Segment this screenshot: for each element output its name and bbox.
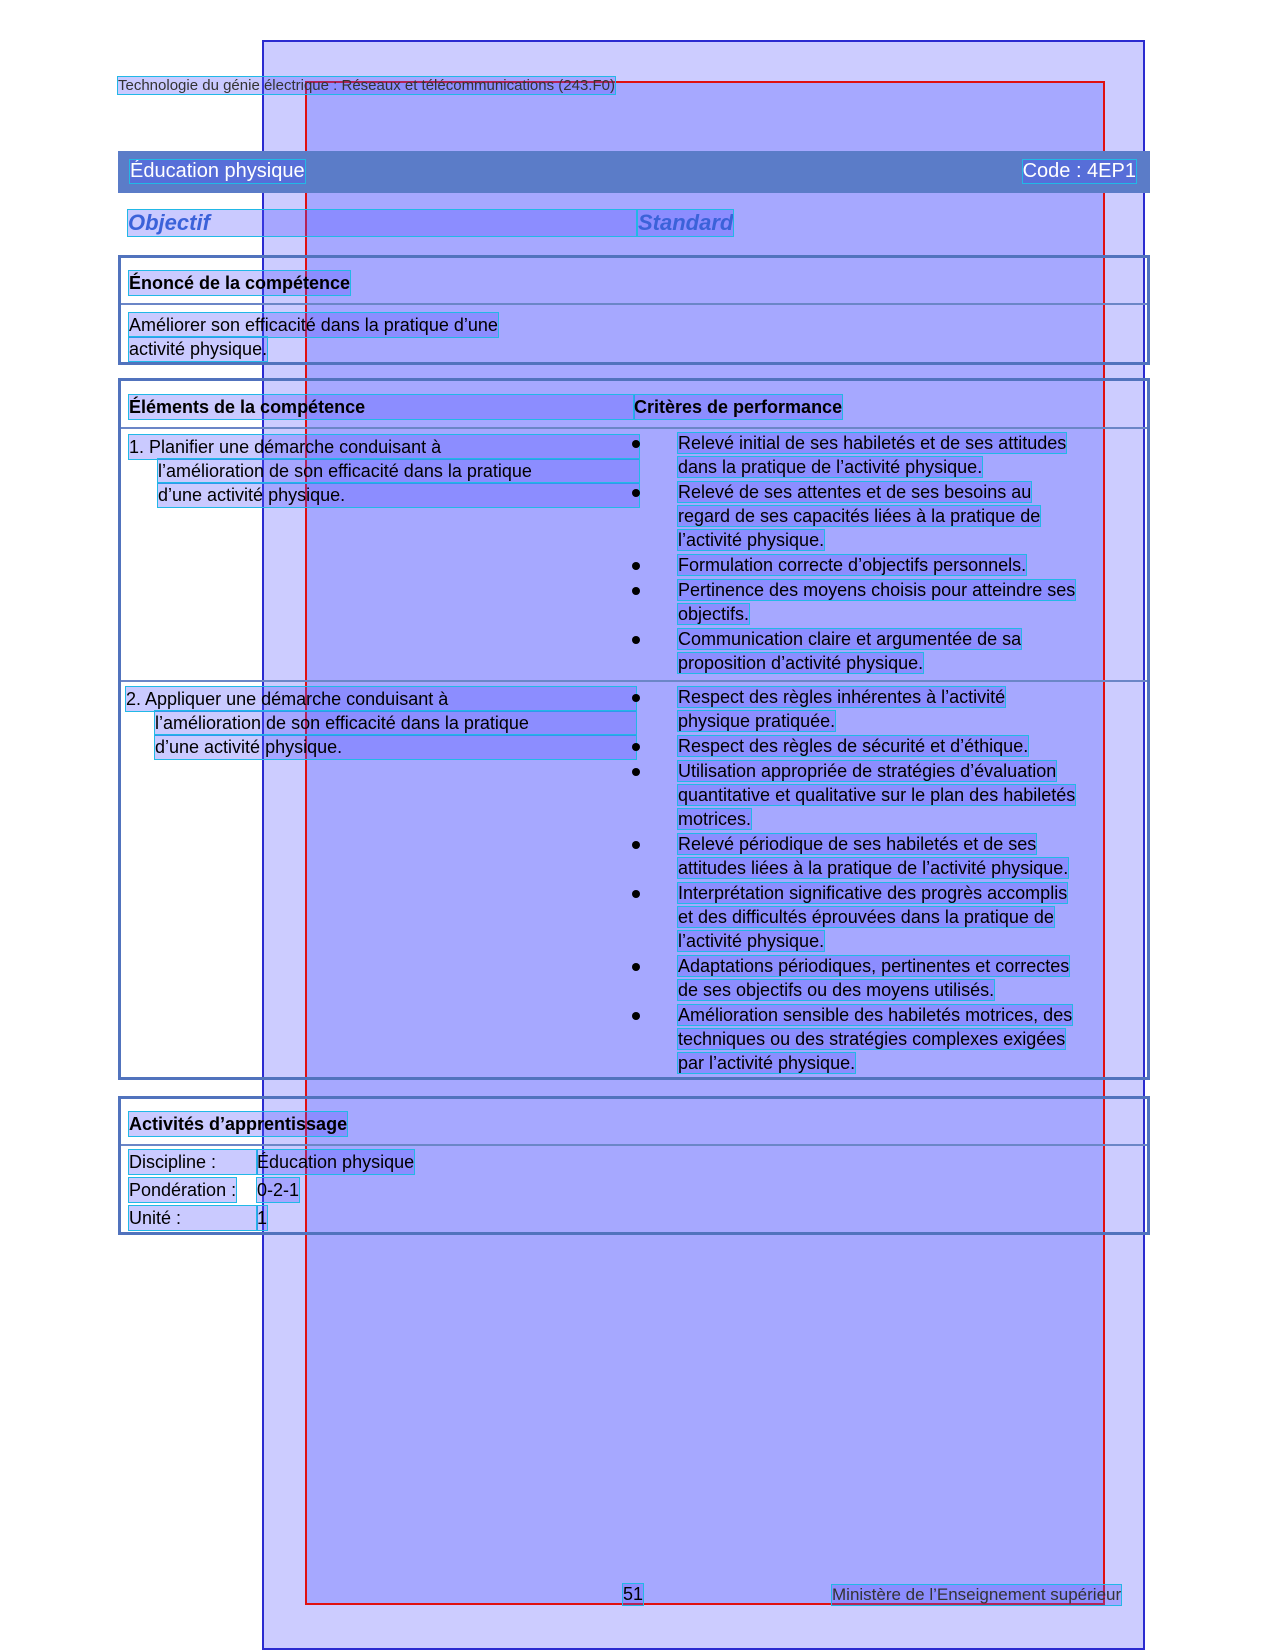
criterion-line: et des difficultés éprouvées dans la pratique de	[678, 907, 1054, 927]
footer-ministry: Ministère de l’Enseignement supérieur	[832, 1585, 1122, 1604]
activites-divider	[121, 1144, 1147, 1146]
unite-value: 1	[257, 1208, 268, 1228]
criterion-line: Amélioration sensible des habiletés motrices, des	[678, 1005, 1073, 1025]
activites-heading: Activités d’apprentissage	[129, 1114, 348, 1134]
criterion-line: physique pratiquée.	[678, 711, 836, 731]
bullet-icon	[632, 694, 640, 702]
criterion-line: motrices.	[678, 809, 752, 829]
program-header: Technologie du génie électrique : Réseaux et télécommunications (243.F0)	[118, 77, 615, 94]
bullet-icon	[632, 743, 640, 751]
criterion-2-7	[632, 1003, 1142, 1075]
course-title-bar	[118, 151, 1150, 193]
enonce-line-2: activité physique.	[129, 339, 268, 359]
criterion-line: techniques ou des stratégies complexes exigées	[678, 1029, 1066, 1049]
criterion-line: Relevé initial de ses habiletés et de ses attitudes	[678, 433, 1067, 453]
element-2-line-1: 2. Appliquer une démarche conduisant à	[126, 687, 636, 711]
criterion-line: dans la pratique de l’activité physique.	[678, 457, 983, 477]
criterion-line: Respect des règles de sécurité et d’éthique.	[678, 736, 1029, 756]
criterion-line: objectifs.	[678, 604, 750, 624]
criterion-line: regard de ses capacités liées à la pratique de	[678, 506, 1041, 526]
criterion-line: Formulation correcte d’objectifs personnels.	[678, 555, 1027, 575]
bullet-icon	[632, 587, 640, 595]
criterion-2-3	[632, 759, 1142, 831]
criterion-2-6	[632, 954, 1142, 1002]
page-number: 51	[623, 1584, 644, 1604]
criterion-1-2	[632, 480, 1142, 552]
criteres-heading: Critères de performance	[634, 397, 843, 417]
enonce-box	[118, 255, 1150, 365]
elements-header-divider	[121, 427, 1147, 429]
element-1-line-1: 1. Planifier une démarche conduisant à	[129, 435, 639, 459]
standard-heading: Standard	[638, 210, 734, 235]
criterion-2-4	[632, 832, 1142, 880]
enonce-divider	[121, 303, 1147, 305]
bullet-icon	[632, 636, 640, 644]
discipline-label: Discipline :	[129, 1150, 257, 1174]
criterion-2-2	[632, 734, 1142, 758]
criterion-1-1	[632, 431, 1142, 479]
criterion-line: Interprétation significative des progrès accomplis	[678, 883, 1068, 903]
bullet-icon	[632, 1012, 640, 1020]
course-title: Éducation physique	[130, 160, 305, 182]
bullet-icon	[632, 489, 640, 497]
bullet-icon	[632, 768, 640, 776]
criterion-line: Communication claire et argumentée de sa	[678, 629, 1022, 649]
ponderation-label: Pondération :	[129, 1180, 237, 1200]
criterion-line: Pertinence des moyens choisis pour atteindre ses	[678, 580, 1076, 600]
criterion-line: Relevé de ses attentes et de ses besoins au	[678, 482, 1032, 502]
criteria-list-1	[632, 431, 1142, 676]
criterion-2-5	[632, 881, 1142, 953]
bullet-icon	[632, 440, 640, 448]
criterion-1-4	[632, 578, 1142, 626]
criterion-1-3	[632, 553, 1142, 577]
element-2-line-2: l’amélioration de son efficacité dans la pratique	[155, 711, 636, 735]
discipline-value: Éducation physique	[257, 1152, 415, 1172]
unite-label: Unité :	[129, 1206, 257, 1230]
criterion-2-1	[632, 685, 1142, 733]
element-1-line-2: l’amélioration de son efficacité dans la pratique	[158, 459, 639, 483]
course-code: Code : 4EP1	[1022, 160, 1136, 182]
criterion-line: Utilisation appropriée de stratégies d’évaluation	[678, 761, 1057, 781]
criterion-line: attitudes liées à la pratique de l’activité physique.	[678, 858, 1069, 878]
ponderation-value: 0-2-1	[257, 1180, 300, 1200]
criterion-line: par l’activité physique.	[678, 1053, 856, 1073]
element-2-line-3: d’une activité physique.	[155, 735, 636, 759]
criterion-line: proposition d’activité physique.	[678, 653, 924, 673]
criterion-line: Adaptations périodiques, pertinentes et correctes	[678, 956, 1070, 976]
criterion-line: l’activité physique.	[678, 931, 825, 951]
elements-row-divider	[121, 680, 1147, 682]
elements-heading: Éléments de la compétence	[129, 395, 634, 419]
criterion-line: quantitative et qualitative sur le plan des habiletés	[678, 785, 1076, 805]
bullet-icon	[632, 562, 640, 570]
activites-box	[118, 1096, 1150, 1235]
bullet-icon	[632, 963, 640, 971]
element-1-line-3: d’une activité physique.	[158, 483, 639, 507]
bullet-icon	[632, 890, 640, 898]
criterion-line: l’activité physique.	[678, 530, 825, 550]
enonce-heading: Énoncé de la compétence	[129, 273, 351, 293]
objectif-heading: Objectif	[128, 210, 636, 236]
enonce-line-1: Améliorer son efficacité dans la pratique d’une	[129, 315, 498, 335]
criterion-line: Respect des règles inhérentes à l’activité	[678, 687, 1006, 707]
criterion-line: de ses objectifs ou des moyens utilisés.	[678, 980, 995, 1000]
criterion-line: Relevé périodique de ses habiletés et de ses	[678, 834, 1037, 854]
bullet-icon	[632, 841, 640, 849]
criterion-1-5	[632, 627, 1142, 675]
criteria-list-2	[632, 685, 1142, 1076]
